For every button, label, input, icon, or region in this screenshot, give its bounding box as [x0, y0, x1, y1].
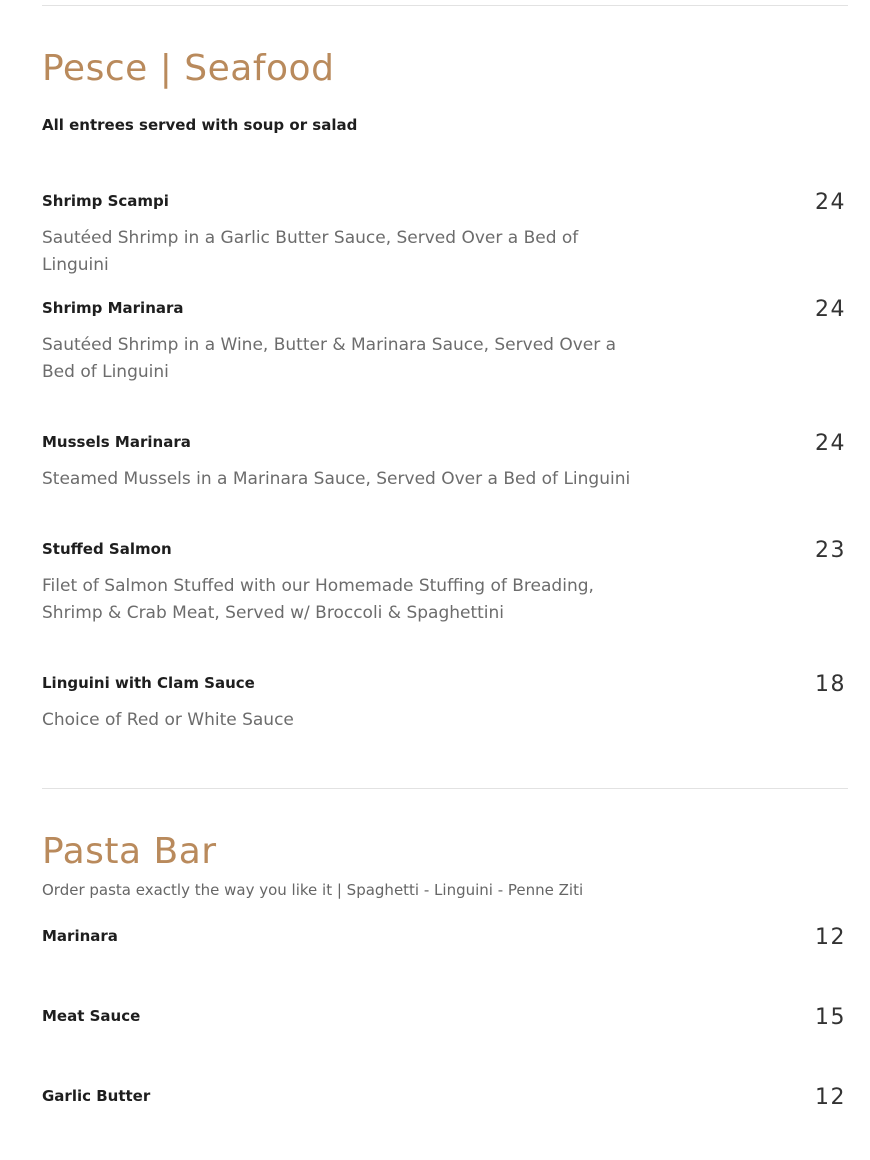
item-description: Sautéed Shrimp in a Garlic Butter Sauce, Served Over a Bed of Linguini [42, 228, 579, 275]
section-note-seafood: All entrees served with soup or salad [42, 116, 358, 134]
menu-item [42, 1005, 848, 1030]
menu-item [42, 298, 848, 386]
section-note-pasta: Order pasta exactly the way you like it | Spaghetti - Linguini - Penne Ziti [42, 881, 584, 899]
item-description: Filet of Salmon Stuffed with our Homemade Stuffing of Breading, Shrimp & Crab Meat, Served w/ Broccoli & Spaghettini [42, 576, 594, 623]
item-price: 24 [815, 431, 846, 456]
menu-item [42, 432, 848, 493]
item-name: Shrimp Scampi [42, 192, 169, 210]
top-divider [42, 5, 848, 6]
item-price: 15 [815, 1005, 846, 1030]
menu-item [42, 539, 848, 627]
section-title-seafood: Pesce | Seafood [42, 48, 335, 89]
item-price: 12 [815, 925, 846, 950]
item-price: 12 [815, 1085, 846, 1110]
item-price: 24 [815, 297, 846, 322]
item-name: Linguini with Clam Sauce [42, 674, 255, 692]
item-description: Sautéed Shrimp in a Wine, Butter & Marinara Sauce, Served Over a Bed of Linguini [42, 335, 617, 382]
menu-item [42, 191, 848, 279]
menu-item [42, 673, 848, 734]
item-name: Marinara [42, 927, 118, 945]
item-price: 18 [815, 672, 846, 697]
section-title-pasta: Pasta Bar [42, 831, 217, 872]
item-price: 23 [815, 538, 846, 563]
item-name: Shrimp Marinara [42, 299, 184, 317]
item-description: Choice of Red or White Sauce [42, 710, 294, 730]
menu-item [42, 1085, 848, 1110]
item-description: Steamed Mussels in a Marinara Sauce, Served Over a Bed of Linguini [42, 469, 631, 489]
item-name: Stuffed Salmon [42, 540, 172, 558]
menu-item [42, 925, 848, 950]
item-price: 24 [815, 190, 846, 215]
item-name: Meat Sauce [42, 1007, 141, 1025]
item-name: Mussels Marinara [42, 433, 191, 451]
item-name: Garlic Butter [42, 1087, 151, 1105]
section-divider [42, 788, 848, 789]
